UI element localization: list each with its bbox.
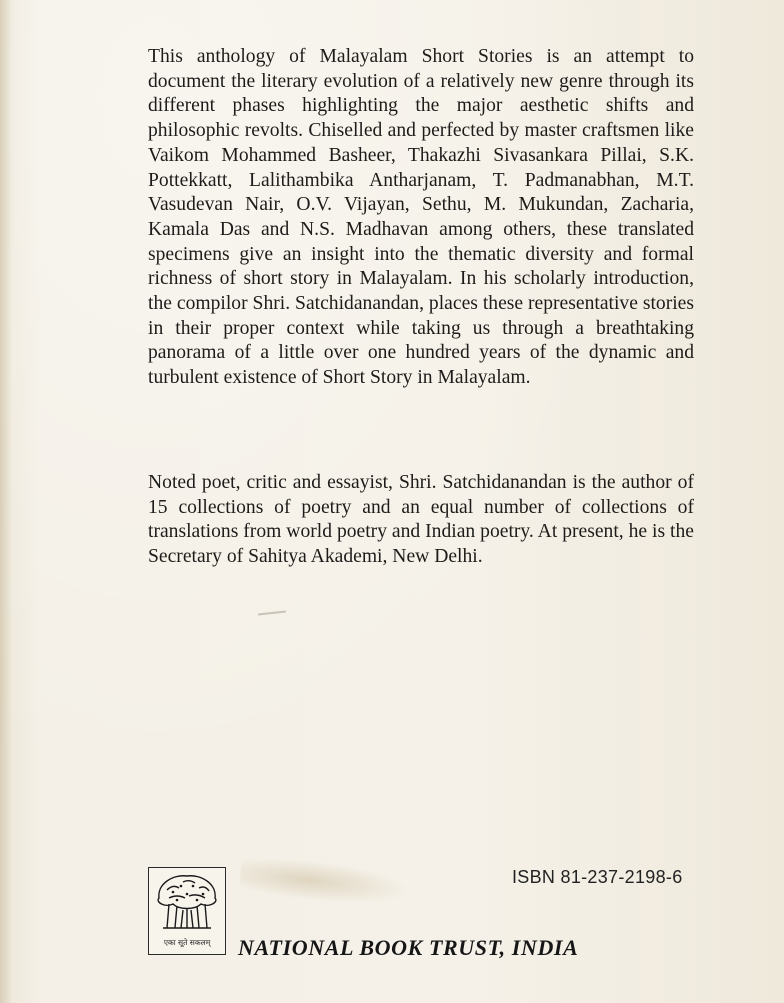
cover-edge bbox=[0, 0, 12, 1003]
surface-scuff bbox=[258, 611, 286, 616]
author-bio-paragraph: Noted poet, critic and essayist, Shri. Satchidanandan is the author of 15 collections of poetry and an equal number of collections of translations from world poetry and Indian poetry. At present, he is the Secretary of Sahitya Akademi, New Delhi. bbox=[148, 472, 694, 568]
publisher-name: NATIONAL BOOK TRUST, INDIA bbox=[238, 935, 579, 960]
isbn-number: ISBN 81-237-2198-6 bbox=[512, 867, 683, 887]
banyan-tree-icon bbox=[149, 868, 225, 938]
publisher-logo bbox=[148, 867, 226, 955]
blurb-paragraph: This anthology of Malayalam Short Stories is an attempt to document the literary evolution of a relatively new genre through its different phases highlighting the major aesthetic shifts and philosophic revolts. Chiselled and perfected by master craftsmen like Vaikom Mohammed Basheer, Thakazhi Sivasankara Pillai, S.K. Pottekkatt, Lalithambika Antharjanam, T. Padmanabhan, M.T. Vasudevan Nair, O.V. Vijayan, Sethu, M. Mukundan, Zacharia, Kamala Das and N.S. Madhavan among others, these translated specimens give an insight into the thematic diversity and formal richness of short story in Malayalam. In his scholarly introduction, the compilor Shri. Satchidanandan, places these representative stories in their proper context while taking us through a breathtaking panorama of a little over one hundred years of the dynamic and turbulent existence of Short Story in Malayalam. bbox=[148, 46, 694, 389]
logo-motto: एका सूते सकलम् bbox=[163, 938, 211, 947]
surface-smudge bbox=[238, 853, 411, 911]
